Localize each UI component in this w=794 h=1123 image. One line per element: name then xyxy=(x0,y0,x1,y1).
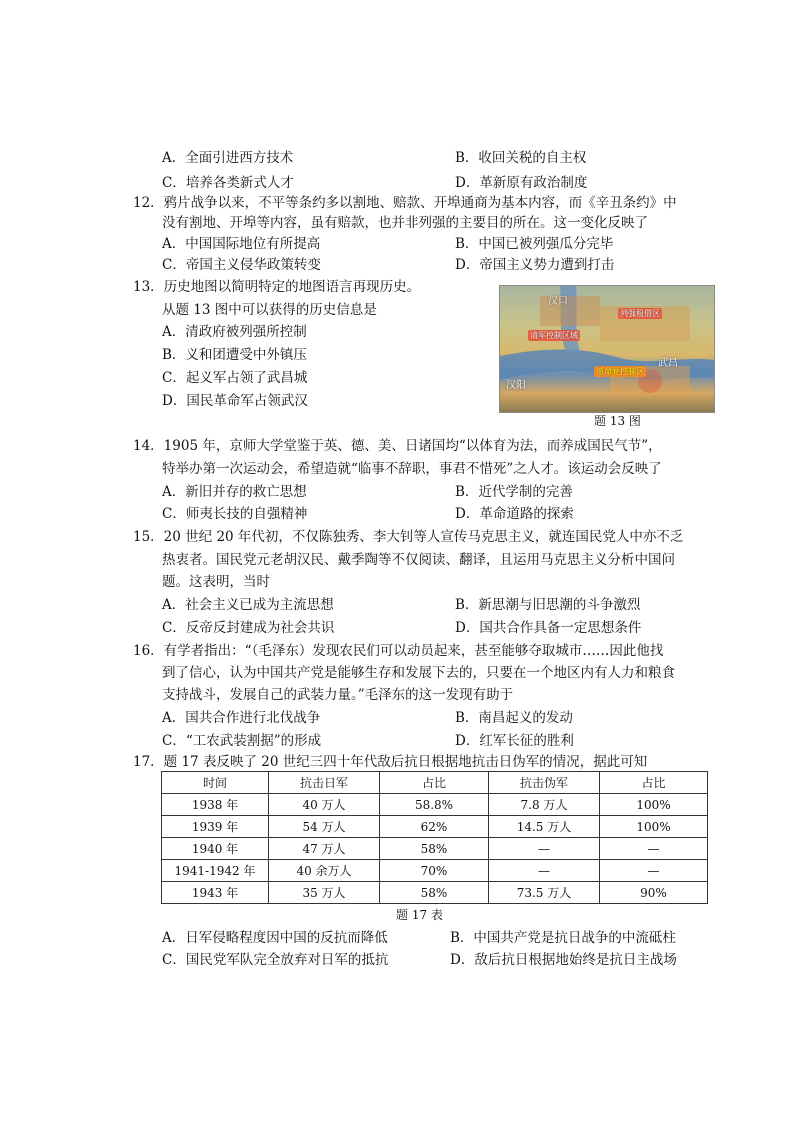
table-cell: 1943 年 xyxy=(162,882,269,904)
q16-option-d: D．红军长征的胜利 xyxy=(455,733,574,749)
table-cell: 62% xyxy=(380,816,489,838)
table-cell: 1939 年 xyxy=(162,816,269,838)
table-row xyxy=(162,882,708,904)
table-header-cell: 抗击日军 xyxy=(269,772,380,794)
table-cell: 100% xyxy=(600,794,708,816)
q11-option-a: A．全面引进西方技术 xyxy=(162,150,294,166)
map-label-hankou: 汉口 xyxy=(548,296,568,307)
q16-stem-line-2: 到了信心，认为中国共产党是能够生存和发展下去的，只要在一个地区内有人力和粮食 xyxy=(162,665,675,681)
q13-option-b: B．义和团遭受中外镇压 xyxy=(162,347,307,363)
table-cell: — xyxy=(600,860,708,882)
table-cell: 40 余万人 xyxy=(269,860,380,882)
table-header-cell: 抗击伪军 xyxy=(489,772,600,794)
q14-option-b: B．近代学制的完善 xyxy=(455,484,573,500)
table-cell: — xyxy=(489,838,600,860)
q13-historical-map xyxy=(499,285,715,413)
q12-stem-line-1: 12．鸦片战争以来，不平等条约多以割地、赔款、开埠通商为基本内容，而《辛丑条约》中 xyxy=(133,195,677,211)
map-label-wuchang: 武昌 xyxy=(658,358,678,369)
table-row xyxy=(162,838,708,860)
q11-option-b: B．收回关税的自主权 xyxy=(455,150,587,166)
table-header-cell: 占比 xyxy=(380,772,489,794)
map-label-concession: 列强租借区 xyxy=(620,309,660,318)
q16-stem-line-1: 16．有学者指出：“（毛泽东）发现农民们可以动员起来，甚至能够夺取城市……因此他找 xyxy=(133,643,664,659)
q13-stem-line-2: 从题 13 图中可以获得的历史信息是 xyxy=(162,302,377,318)
q12-option-c: C．帝国主义侵华政策转变 xyxy=(162,257,321,273)
q15-option-a: A．社会主义已成为主流思想 xyxy=(162,597,334,613)
table-cell: 1940 年 xyxy=(162,838,269,860)
map-drawing xyxy=(500,286,714,412)
q14-option-d: D．革命道路的探索 xyxy=(455,506,574,522)
q14-stem-line-1: 14．1905 年，京师大学堂鉴于英、德、美、日诸国均“以体育为法，而养成国民气节”， xyxy=(133,438,662,454)
table-cell: 90% xyxy=(600,882,708,904)
q13-option-a: A．清政府被列强所控制 xyxy=(162,324,307,340)
table-cell: 58% xyxy=(380,838,489,860)
table-row xyxy=(162,860,708,882)
q14-option-c: C．师夷长技的自强精神 xyxy=(162,506,308,522)
q15-option-d: D．国共合作具备一定思想条件 xyxy=(455,620,642,636)
table-cell: 14.5 万人 xyxy=(489,816,600,838)
table-cell: — xyxy=(600,838,708,860)
q13-figure-caption: 题 13 图 xyxy=(594,414,641,428)
table-cell: 35 万人 xyxy=(269,882,380,904)
q11-option-d: D．革新原有政治制度 xyxy=(455,175,588,191)
q12-option-a: A．中国国际地位有所提高 xyxy=(162,236,321,252)
table-row xyxy=(162,794,708,816)
table-header-cell: 时间 xyxy=(162,772,269,794)
q12-stem-line-2: 没有割地、开埠等内容，虽有赔款，也并非列强的主要目的所在。这一变化反映了 xyxy=(162,215,648,231)
q14-stem-line-2: 特举办第一次运动会，希望造就“临事不辞职，事君不惜死”之人才。该运动会反映了 xyxy=(162,461,662,477)
q11-option-c: C．培养各类新式人才 xyxy=(162,175,294,191)
q17-option-c: C．国民党军队完全放弃对日军的抵抗 xyxy=(162,952,389,968)
q17-option-a: A．日军侵略程度因中国的反抗而降低 xyxy=(162,930,388,946)
q17-option-b: B．中国共产党是抗日战争的中流砥柱 xyxy=(450,930,676,946)
q16-option-b: B．南昌起义的发动 xyxy=(455,710,573,726)
q15-option-c: C．反帝反封建成为社会共识 xyxy=(162,620,335,636)
q13-option-d: D．国民革命军占领武汉 xyxy=(162,393,308,409)
table-header-row xyxy=(162,772,708,794)
q13-stem-line-1: 13．历史地图以简明特定的地图语言再现历史。 xyxy=(133,279,421,295)
table-cell: 70% xyxy=(380,860,489,882)
q17-option-d: D．敌后抗日根据地始终是抗日主战场 xyxy=(450,952,677,968)
q12-option-d: D．帝国主义势力遭到打击 xyxy=(455,257,615,273)
q16-stem-line-3: 支持战斗，发展自己的武装力量。”毛泽东的这一发现有助于 xyxy=(162,687,514,703)
table-row xyxy=(162,816,708,838)
q16-option-a: A．国共合作进行北伐战争 xyxy=(162,710,321,726)
q12-option-b: B．中国已被列强瓜分完毕 xyxy=(455,236,614,252)
table-cell: 73.5 万人 xyxy=(489,882,600,904)
q15-stem-line-3: 题。这表明，当时 xyxy=(162,574,270,590)
table-cell: 58% xyxy=(380,882,489,904)
q17-data-table xyxy=(161,771,708,904)
q16-option-c: C．“工农武装割据”的形成 xyxy=(162,733,322,749)
table-cell: 1938 年 xyxy=(162,794,269,816)
table-cell: — xyxy=(489,860,600,882)
table-cell: 100% xyxy=(600,816,708,838)
table-cell: 40 万人 xyxy=(269,794,380,816)
table-cell: 54 万人 xyxy=(269,816,380,838)
q14-option-a: A．新旧并存的救亡思想 xyxy=(162,484,307,500)
table-header-cell: 占比 xyxy=(600,772,708,794)
q15-option-b: B．新思潮与旧思潮的斗争激烈 xyxy=(455,597,641,613)
q17-table-caption: 题 17 表 xyxy=(396,908,443,922)
table-cell: 1941-1942 年 xyxy=(162,860,269,882)
map-label-revolution-control: 革命党控制区 xyxy=(596,367,644,376)
map-label-hanyang: 汉阳 xyxy=(506,380,526,391)
table-cell: 47 万人 xyxy=(269,838,380,860)
table-cell: 7.8 万人 xyxy=(489,794,600,816)
q15-stem-line-2: 热衷者。国民党元老胡汉民、戴季陶等不仅阅读、翻译，且运用马克思主义分析中国问 xyxy=(162,552,675,568)
map-label-qing-control: 清军控制区域 xyxy=(530,331,578,340)
q17-stem: 17．题 17 表反映了 20 世纪三四十年代敌后抗日根据地抗击日伪军的情况，据此可知 xyxy=(133,754,648,770)
q13-option-c: C．起义军占领了武昌城 xyxy=(162,370,308,386)
table-cell: 58.8% xyxy=(380,794,489,816)
q15-stem-line-1: 15．20 世纪 20 年代初，不仅陈独秀、李大钊等人宣传马克思主义，就连国民党人中亦不乏 xyxy=(133,529,684,545)
